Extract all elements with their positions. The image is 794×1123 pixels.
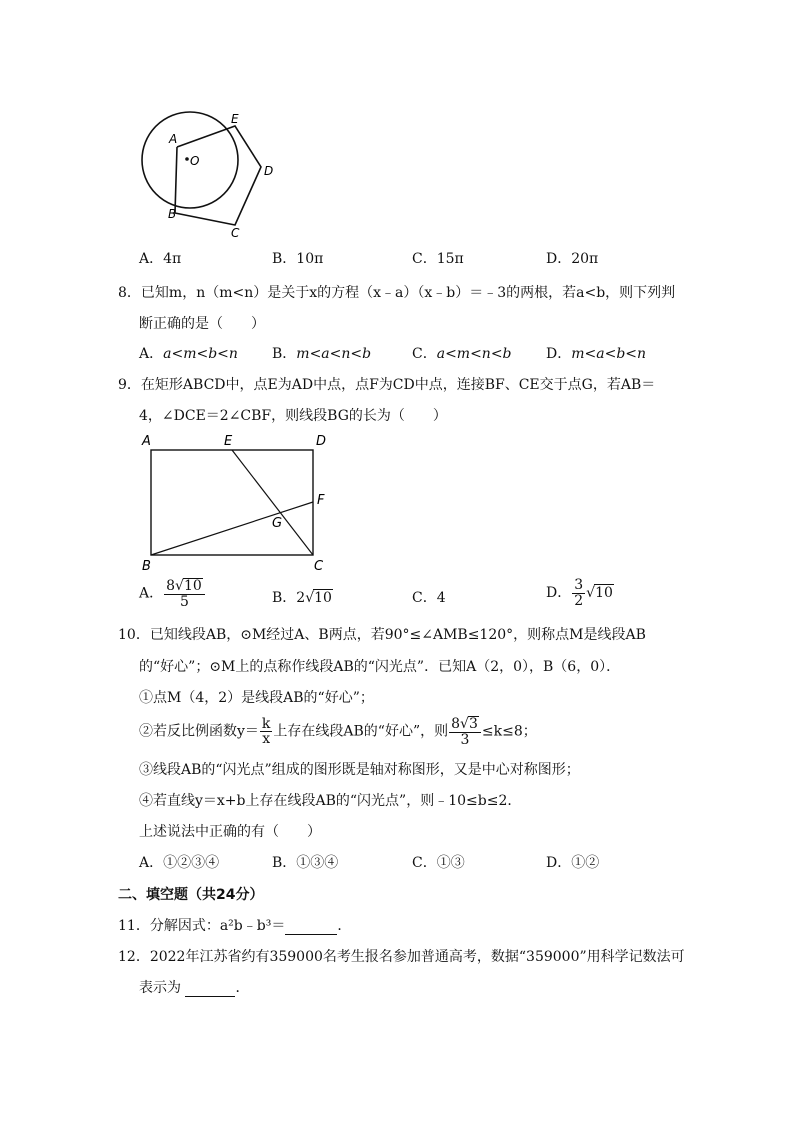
q12-line1: 12．2022年江苏省约有359000名考生报名参加普通高考，数据“359000”用科学记数法可 xyxy=(118,949,685,965)
q10-line2: 的“好心”；⊙M上的点称作线段AB的“闪光点”．已知A（2，0），B（6，0）． xyxy=(139,659,621,675)
q10-option-d[interactable]: D．①② xyxy=(546,855,600,871)
answer-blank[interactable] xyxy=(185,980,235,997)
q7-option-a[interactable]: A．4π xyxy=(139,251,182,267)
q9-option-a[interactable]: A． $\frac{8√10}{5}$ xyxy=(139,578,206,609)
q10-line1: 10．已知线段AB，⊙M经过A、B两点，若90°≤∠AMB≤120°，则称点M是线段AB xyxy=(118,627,646,643)
q11-number: 11． xyxy=(118,918,150,934)
q10-option-a[interactable]: A．①②③④ xyxy=(139,855,220,871)
rectangle-abcd xyxy=(151,450,313,555)
q9-option-d[interactable]: D． $\frac{3}{2}$ √10 xyxy=(546,577,613,609)
label-d: D xyxy=(316,434,327,449)
q12-number: 12． xyxy=(118,949,150,965)
circle-pentagon-figure xyxy=(135,105,285,240)
label-e: E xyxy=(231,112,239,126)
q10-statement-1: ①点M（4，2）是线段AB的“好心”； xyxy=(139,690,374,706)
label-o: O xyxy=(190,154,200,168)
label-c: C xyxy=(314,559,324,574)
q8-number: 8． xyxy=(118,285,141,301)
q8-option-c[interactable]: C．a<m<n<b xyxy=(412,346,512,362)
q10-number: 10． xyxy=(118,627,150,643)
q10-statement-4: ④若直线y＝x+b上存在线段AB的“闪光点”，则﹣10≤b≤2． xyxy=(139,793,522,809)
q10-option-b[interactable]: B．①③④ xyxy=(272,855,339,871)
fraction: $\frac{k}{x}$ xyxy=(261,715,271,748)
q8-option-a[interactable]: A．a<m<b<n xyxy=(139,346,238,362)
label-b: B xyxy=(168,207,177,221)
section-title: 二、填空题（共24分） xyxy=(118,887,264,903)
q10-option-c[interactable]: C．①③ xyxy=(412,855,465,871)
q9-line2: 4，∠DCE＝2∠CBF，则线段BG的长为（ ） xyxy=(139,408,447,424)
q8-line2: 断正确的是（ ） xyxy=(139,316,265,332)
label-e: E xyxy=(224,434,233,449)
fraction: $\frac{3}{2}$ xyxy=(574,577,584,609)
label-g: G xyxy=(272,516,283,531)
center-dot xyxy=(185,157,189,161)
fraction: $\frac{8√3}{3}$ xyxy=(449,716,481,747)
q9-line1: 9．在矩形ABCD中，点E为AD中点，点F为CD中点，连接BF、CE交于点G，若AB＝ xyxy=(118,377,656,393)
label-a: A xyxy=(142,434,151,449)
q9-option-b[interactable]: B．2√10 xyxy=(272,590,332,606)
rectangle-figure xyxy=(138,430,338,575)
q10-question: 上述说法中正确的有（ ） xyxy=(139,824,321,840)
label-a: A xyxy=(169,132,178,146)
label-f: F xyxy=(317,493,325,508)
label-b: B xyxy=(142,559,151,574)
q8-option-d[interactable]: D．m<a<b<n xyxy=(546,346,647,362)
q8-line1: 8．已知m，n（m<n）是关于x的方程（x﹣a）（x﹣b）＝﹣3的两根，若a<b，则下列判 xyxy=(118,285,676,301)
label-d: D xyxy=(264,164,274,178)
q7-option-c[interactable]: C．15π xyxy=(412,251,464,267)
q9-option-c[interactable]: C．4 xyxy=(412,590,446,606)
segment-ce xyxy=(232,450,313,555)
label-c: C xyxy=(231,226,240,240)
q7-option-d[interactable]: D．20π xyxy=(546,251,599,267)
fraction: $\frac{8√10}{5}$ xyxy=(164,578,205,609)
q8-option-b[interactable]: B．m<a<n<b xyxy=(272,346,372,362)
q12-line2: 表示为 ． xyxy=(139,980,250,996)
q7-option-b[interactable]: B．10π xyxy=(272,251,324,267)
pentagon xyxy=(175,126,261,225)
segment-bf xyxy=(151,502,313,555)
answer-blank[interactable] xyxy=(285,918,337,935)
q10-statement-3: ③线段AB的“闪光点”组成的图形既是轴对称图形，又是中心对称图形； xyxy=(139,762,580,778)
q11: 11．分解因式：a²b﹣b³＝ ． xyxy=(118,918,352,934)
q10-statement-2: ②若反比例函数y＝ $\frac{k}{x}$ 上存在线段AB的“好心”，则 $\frac{8√3}{3}$ ≤k≤8； xyxy=(139,715,537,748)
q9-number: 9． xyxy=(118,377,141,393)
